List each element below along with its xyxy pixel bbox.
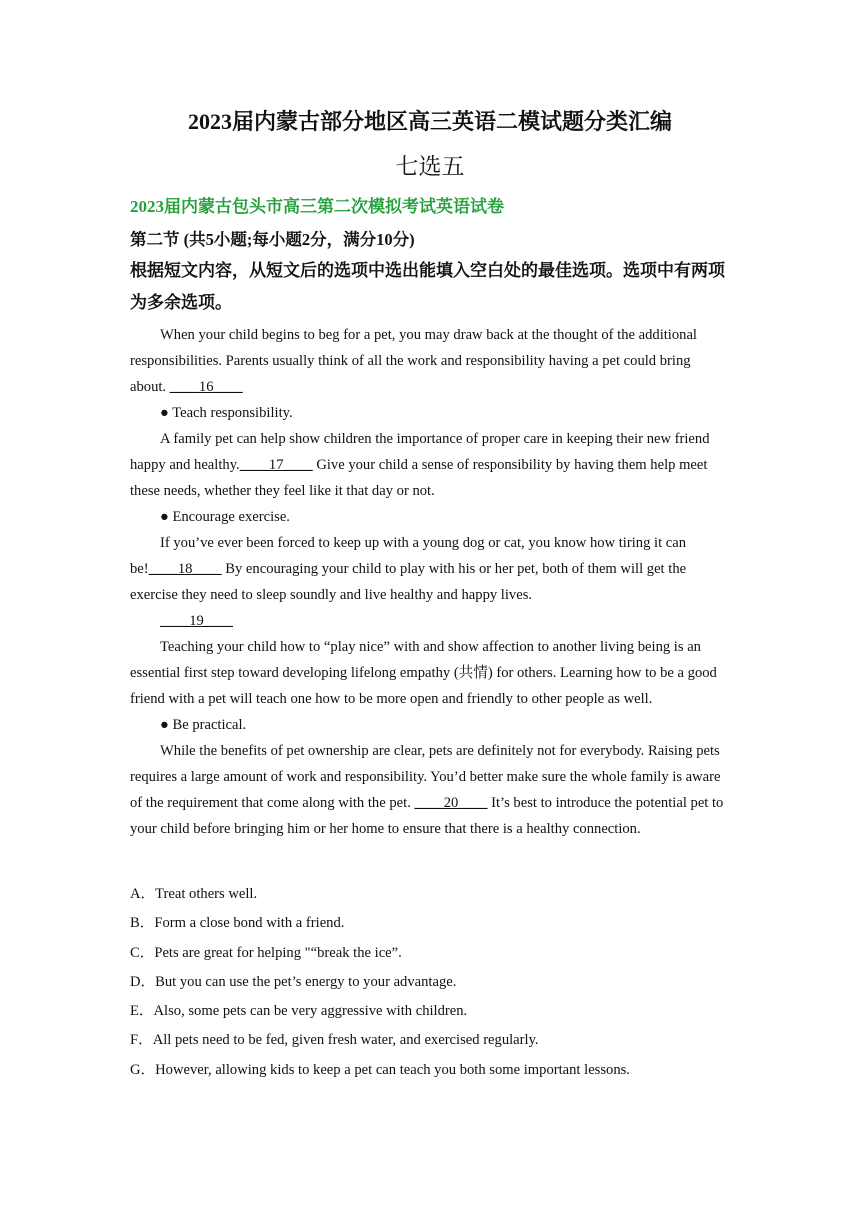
document-title: 2023届内蒙古部分地区高三英语二模试题分类汇编 <box>187 109 672 134</box>
paragraph-2: A family pet can help show children the importance of proper care in keeping their new friend happy and healthy.____17____ Give your child a sense of responsibility by having them help meet these needs, whether they feel like it that day or not. <box>130 431 710 499</box>
option-e: E．Also, some pets can be very aggressive with children. <box>130 1003 468 1020</box>
paragraph-3: If you’ve ever been forced to keep up with a young dog or cat, you know how tiring it can be!____18____ By encouraging your child to play with his or her pet, both of them will get the exercise they need to sleep soundly and live healthy and happy lives. <box>130 535 687 603</box>
heading-teach-responsibility: ● Teach responsibility. <box>160 405 293 421</box>
paragraph-1: When your child begins to beg for a pet, you may draw back at the thought of the additional responsibilities. Parents usually think of all the work and responsibility having a pet could bring about. ____16____ <box>130 327 697 395</box>
passage <box>130 322 726 842</box>
blank-18: ____18____ <box>148 561 222 577</box>
option-g: G．However, allowing kids to keep a pet can teach you both some important lessons. <box>130 1061 630 1078</box>
blank-16: ____16____ <box>169 379 243 395</box>
section-heading: 第二节 (共5小题;每小题2分，满分10分) <box>130 230 415 249</box>
option-f: F．All pets need to be fed, given fresh water, and exercised regularly. <box>130 1032 539 1049</box>
options-list <box>130 881 730 1086</box>
option-a: A．Treat others well. <box>130 886 258 902</box>
blank-19: ____19____ <box>160 613 233 629</box>
heading-be-practical: ● Be practical. <box>160 717 247 733</box>
heading-encourage-exercise: ● Encourage exercise. <box>160 509 290 525</box>
option-d: D．But you can use the pet’s energy to your advantage. <box>130 973 457 990</box>
paragraph-4: Teaching your child how to “play nice” with and show affection to another living being is an essential first step toward developing lifelong empathy (共情) for others. Learning how to be a good friend with a pet will teach one how to be more open and friendly to other people as well. <box>130 639 717 707</box>
exam-source: 2023届内蒙古包头市高三第二次模拟考试英语试卷 <box>130 197 504 216</box>
option-b: B．Form a close bond with a friend. <box>130 915 345 932</box>
blank-17: ____17____ <box>239 457 313 473</box>
heading-blank-19 <box>130 608 726 634</box>
option-c: C．Pets are great for helping "“break the ice”. <box>130 944 402 961</box>
paragraph-5: While the benefits of pet ownership are clear, pets are definitely not for everybody. Raising pets requires a large amount of work and responsibility. You’d better make sure the whole family is aware of the requirement that come along with the pet. ____20____ It’s best to introduce the potential pet to your child before bringing him or her home to ensure that there is a healthy connection. <box>130 743 724 837</box>
document-subtitle: 七选五 <box>395 154 465 179</box>
instructions: 根据短文内容，从短文后的选项中选出能填入空白处的最佳选项。选项中有两项为多余选项。 <box>130 261 725 312</box>
blank-20: ____20____ <box>414 795 488 811</box>
